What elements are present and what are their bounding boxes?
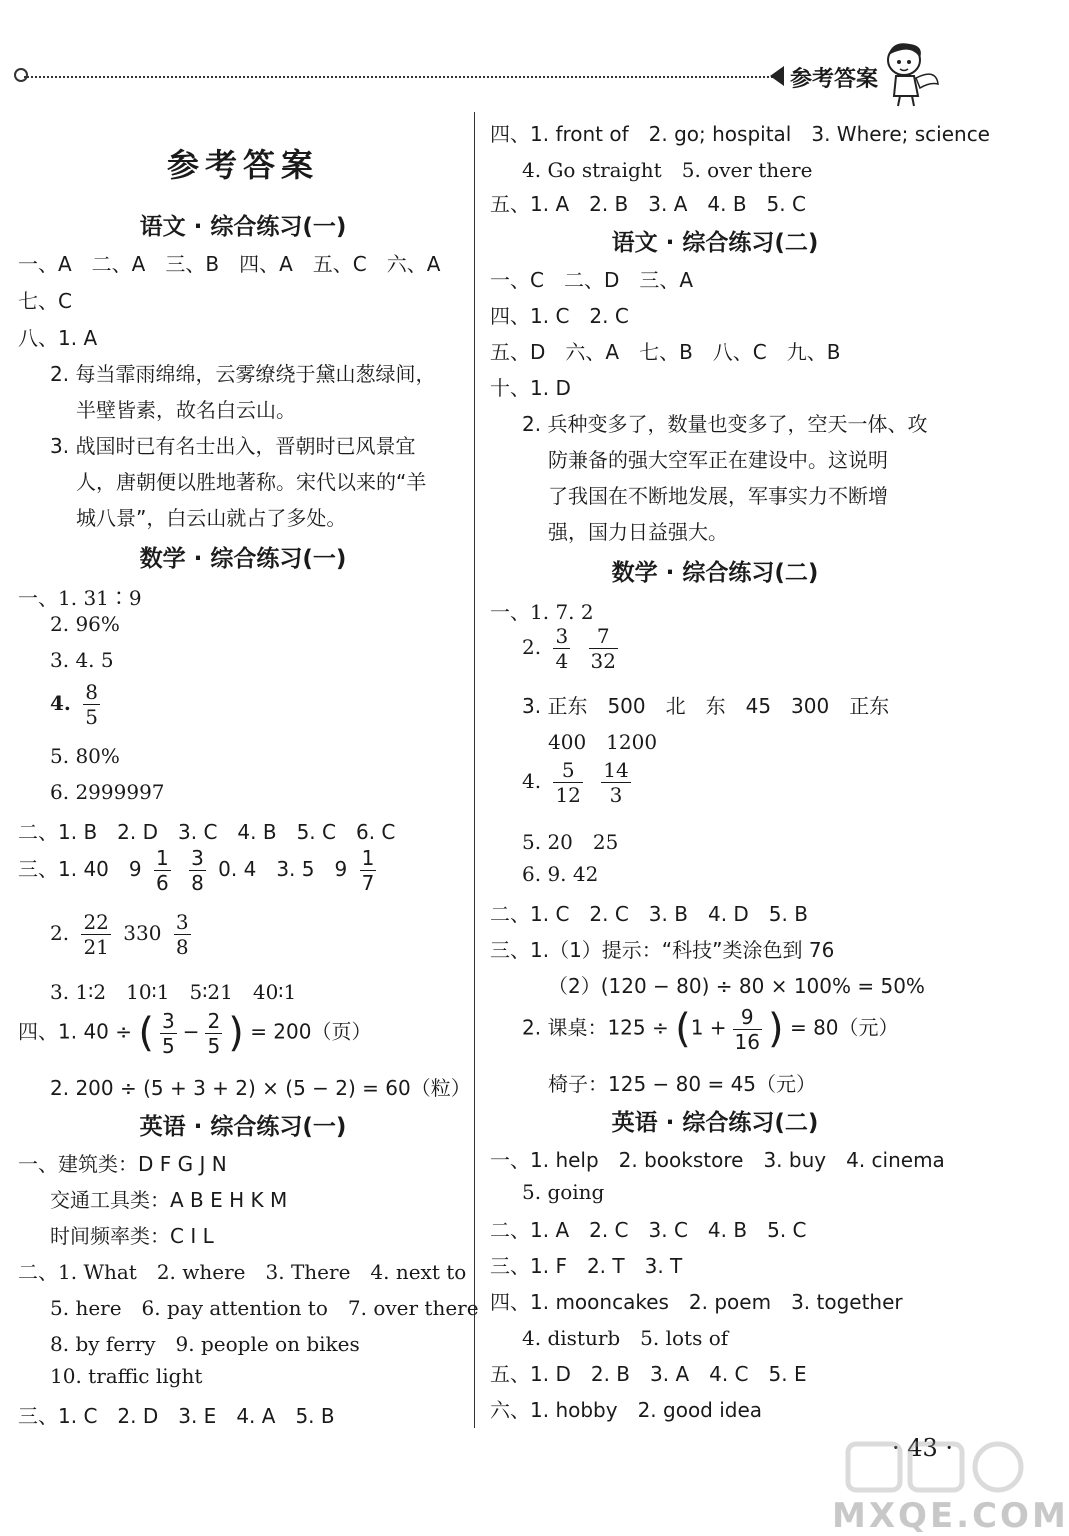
denominator: 3 [609, 783, 623, 807]
paren-close: ) [228, 1010, 244, 1056]
item-number: 2. [522, 635, 542, 659]
answer-line: 四、1. mooncakes 2. poem 3. together [490, 1290, 903, 1314]
numerator: 1 [155, 846, 169, 870]
answer-text: = 200（页） [250, 1019, 372, 1044]
answer-line: 3. 4. 5 [50, 648, 114, 672]
answer-line: 半壁皆素，故名白云山。 [76, 398, 296, 422]
answer-text: 2. 课桌：125 ÷ [522, 1015, 669, 1040]
numerator: 22 [83, 910, 109, 934]
denominator: 4 [555, 649, 569, 673]
answer-line: 2. 每当霏雨绵绵，云雾缭绕于黛山葱绿间， [50, 362, 436, 386]
item-number: 4. [522, 769, 542, 793]
fraction [154, 848, 171, 893]
header-rule [24, 76, 784, 78]
answer-line: 10. traffic light [50, 1364, 203, 1388]
answer-line: 二、1. What 2. where 3. There 4. next to [18, 1260, 467, 1284]
answer-line: 四、1. C 2. C [490, 304, 629, 328]
numerator: 9 [733, 1007, 762, 1030]
answer-line: 2. 200 ÷ (5 + 3 + 2) × (5 − 2) = 60（粒） [50, 1076, 471, 1100]
watermark-text: MXQE.COM [832, 1496, 1069, 1536]
answer-line: 一、建筑类：D F G J N [18, 1152, 227, 1176]
column-divider [474, 112, 475, 1428]
header-rule-start-icon [14, 68, 28, 82]
denominator: 8 [191, 871, 204, 895]
header-label: 参考答案 [790, 67, 879, 92]
answer-line [522, 626, 624, 671]
answer-line: 3. 正东 500 北 东 45 300 正东 [522, 694, 890, 718]
answer-line: 5. going [522, 1180, 605, 1204]
answer-text: 330 [123, 921, 162, 945]
fraction [205, 1008, 222, 1058]
numerator: 7 [589, 626, 618, 649]
answer-line: 5. 80% [50, 744, 120, 768]
answer-line: 五、D 六、A 七、B 八、C 九、B [490, 340, 841, 364]
denominator: 5 [85, 705, 98, 729]
answer-line: 3. 战国时已有名士出入，晋朝时已风景宜 [50, 434, 416, 458]
answer-line: 一、1. help 2. bookstore 3. buy 4. cinema [490, 1148, 945, 1172]
fraction [553, 760, 582, 805]
denominator: 7 [361, 871, 375, 895]
page-title: 参考答案 [166, 146, 319, 184]
section-title-chinese-2: 语文 · 综合练习(二) [611, 230, 819, 256]
answer-line: 4. Go straight 5. over there [522, 158, 813, 182]
fraction [589, 626, 618, 671]
answer-line: 城八景”，白云山就占了多处。 [76, 506, 347, 530]
answer-text: = 80（元） [789, 1015, 899, 1040]
answer-line: 三、1.（1）提示：“科技”类涂色到 76 [490, 938, 835, 962]
denominator: 16 [734, 1029, 760, 1054]
numerator: 3 [555, 624, 569, 648]
numerator: 1 [361, 846, 375, 870]
header-arrow-icon [770, 66, 784, 86]
item-number: 4. [50, 691, 71, 715]
denominator: 5 [207, 1033, 221, 1058]
paren-open: ( [138, 1010, 154, 1056]
denominator: 8 [175, 935, 189, 959]
answer-line: 2. 兵种变多了，数量也变多了，空天一体、攻 [522, 412, 928, 436]
answer-line: 8. by ferry 9. people on bikes [50, 1332, 360, 1356]
answer-line: 五、1. D 2. B 3. A 4. C 5. E [490, 1362, 807, 1386]
answer-line: 一、1. 31∶9 [18, 586, 142, 610]
fraction [601, 760, 630, 805]
answer-line: 强，国力日益强大。 [548, 520, 728, 544]
answer-line: 400 1200 [548, 730, 658, 754]
answer-line: 时间频率类：C I L [50, 1224, 214, 1248]
fraction [733, 1004, 762, 1054]
numerator: 14 [603, 758, 629, 782]
denominator: 32 [590, 649, 616, 673]
paren-close: ) [768, 1006, 784, 1052]
denominator: 6 [155, 871, 169, 895]
answer-line: 二、1. A 2. C 3. C 4. B 5. C [490, 1218, 807, 1242]
answer-line: 二、1. C 2. C 3. B 4. D 5. B [490, 902, 808, 926]
item-number: 2. [50, 921, 70, 945]
fraction [553, 626, 570, 671]
denominator: 21 [83, 935, 109, 959]
answer-line: 3. 1∶2 10∶1 5∶21 40∶1 [50, 980, 297, 1004]
answer-line [522, 1006, 899, 1052]
answer-line: 三、1. C 2. D 3. E 4. A 5. B [18, 1404, 335, 1428]
fraction [83, 682, 100, 727]
answer-line [50, 912, 197, 957]
answer-line: 了我国在不断地发展，军事实力不断增 [548, 484, 888, 508]
fraction [360, 848, 377, 893]
answer-line: 八、1. A [18, 326, 98, 350]
section-title-math-2: 数学 · 综合练习(二) [611, 560, 819, 586]
operator: − [182, 1019, 200, 1044]
section-title-chinese-1: 语文 · 综合练习(一) [139, 214, 347, 240]
fraction [174, 912, 191, 957]
answer-line [522, 760, 637, 805]
numerator: 8 [85, 680, 98, 704]
answer-line: 防兼备的强大空军正在建设中。这说明 [548, 448, 888, 472]
fraction [81, 912, 110, 957]
answer-text: 四、1. 40 ÷ [18, 1019, 133, 1044]
section-title-english-1: 英语 · 综合练习(一) [139, 1114, 347, 1140]
answer-line: 6. 9. 42 [522, 862, 599, 886]
answer-text: 0. 4 3. 5 9 [218, 857, 348, 881]
denominator: 12 [555, 783, 581, 807]
page-number: · 43 · [892, 1434, 954, 1462]
answer-line: 五、1. A 2. B 3. A 4. B 5. C [490, 192, 806, 216]
mascot-icon [880, 38, 942, 110]
numerator: 3 [175, 910, 189, 934]
answer-line: 一、C 二、D 三、A [490, 268, 694, 292]
denominator: 5 [161, 1033, 175, 1058]
answer-line [18, 1010, 371, 1056]
answer-line: 椅子：125 − 80 = 45（元） [548, 1072, 817, 1096]
answer-line [18, 848, 382, 893]
answer-line: 二、1. B 2. D 3. C 4. B 5. C 6. C [18, 820, 396, 844]
answer-text: 三、1. 40 9 [18, 857, 142, 881]
answer-line: 一、1. 7. 2 [490, 600, 594, 624]
numerator: 3 [161, 1008, 175, 1033]
numerator: 2 [207, 1008, 221, 1033]
fraction [189, 848, 206, 893]
answer-line: 四、1. front of 2. go; hospital 3. Where; science [490, 122, 990, 146]
answer-line: 三、1. F 2. T 3. T [490, 1254, 683, 1278]
fraction [160, 1008, 177, 1058]
numerator: 3 [191, 846, 204, 870]
answer-line: 5. here 6. pay attention to 7. over there [50, 1296, 479, 1320]
answer-line: 交通工具类：A B E H K M [50, 1188, 288, 1212]
answer-line: 2. 96% [50, 612, 120, 636]
answer-line: 6. 2999997 [50, 780, 165, 804]
section-title-english-2: 英语 · 综合练习(二) [611, 1110, 819, 1136]
answer-line: 六、1. hobby 2. good idea [490, 1398, 763, 1422]
section-title-math-1: 数学 · 综合练习(一) [139, 546, 347, 572]
answer-line: 七、C [18, 289, 72, 313]
answer-line: 一、A 二、A 三、B 四、A 五、C 六、A [18, 252, 441, 276]
answer-line: （2）(120 − 80) ÷ 80 × 100% = 50% [548, 974, 925, 998]
answer-line: 人，唐朝便以胜地著称。宋代以来的“羊 [76, 470, 427, 494]
answer-line: 5. 20 25 [522, 830, 619, 854]
paren-open: ( [675, 1006, 691, 1052]
answer-line: 十、1. D [490, 376, 571, 400]
answer-text: 1 + [690, 1015, 727, 1040]
numerator: 5 [553, 760, 582, 783]
answer-line: 4. disturb 5. lots of [522, 1326, 729, 1350]
answer-line [50, 682, 106, 727]
